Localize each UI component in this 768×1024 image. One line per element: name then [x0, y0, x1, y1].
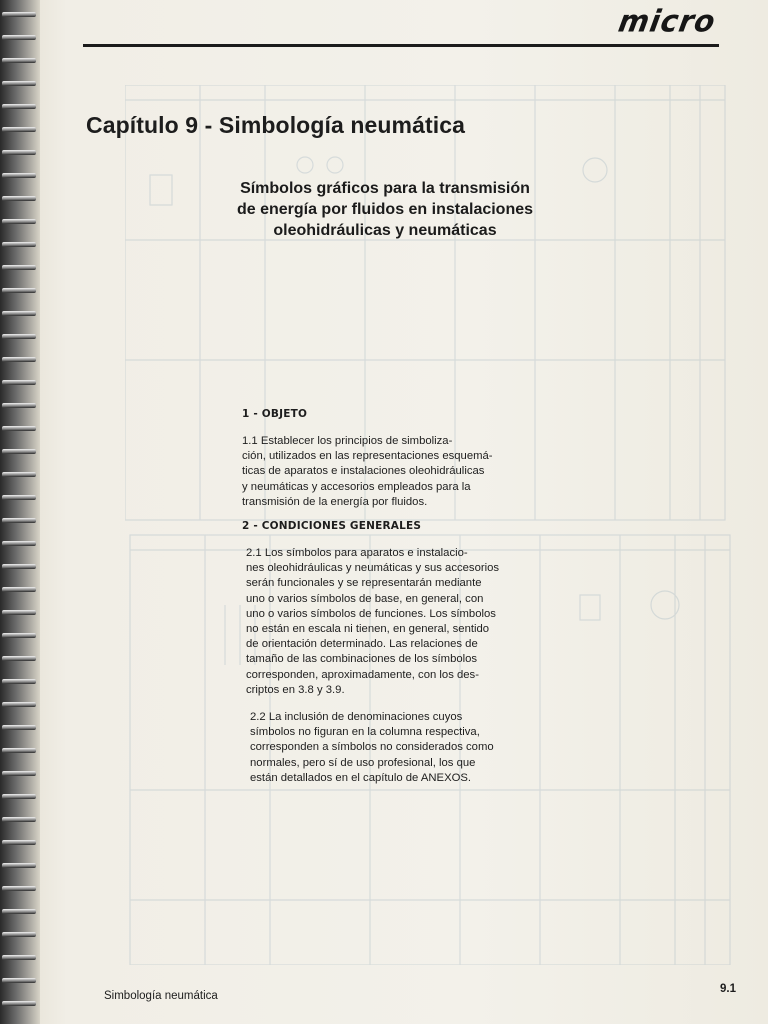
binding-ring: [2, 610, 36, 615]
binding-ring: [2, 12, 36, 17]
binding-ring: [2, 288, 36, 293]
paragraph-line: están detallados en el capítulo de ANEXOS.: [250, 771, 472, 784]
paragraph-line: no están en escala ni tienen, en general, sentido: [246, 623, 490, 636]
binding-ring: [2, 932, 36, 937]
binding-ring: [2, 748, 36, 753]
paragraph-line: ticas de aparatos e instalaciones oleohidráulicas: [242, 465, 485, 478]
section-heading-condiciones: 2 - CONDICIONES GENERALES: [242, 520, 422, 532]
binding-ring: [2, 771, 36, 776]
paragraph-line: corresponden a símbolos no considerados como: [250, 741, 494, 754]
binding-ring: [2, 564, 36, 569]
paragraph-line: 2.2 La inclusión de denominaciones cuyos: [250, 711, 463, 723]
binding-ring: [2, 380, 36, 385]
subtitle-line: Símbolos gráficos para la transmisión: [240, 180, 530, 197]
page-number: 9.1: [720, 983, 736, 995]
binding-ring: [2, 495, 36, 500]
binding-ring: [2, 311, 36, 316]
binding-ring: [2, 173, 36, 178]
document-subtitle: [170, 178, 600, 241]
binding-ring: [2, 403, 36, 408]
binding-ring: [2, 656, 36, 661]
binding-ring: [2, 518, 36, 523]
binding-ring: [2, 702, 36, 707]
paragraph-line: nes oleohidráulicas y neumáticas y sus accesorios: [246, 562, 500, 575]
binding-ring: [2, 725, 36, 730]
paragraph-line: de orientación determinado. Las relaciones de: [246, 638, 478, 651]
paragraph-line: símbolos no figuran en la columna respectiva,: [250, 726, 480, 739]
binding-ring: [2, 587, 36, 592]
binding-ring: [2, 58, 36, 63]
spiral-binding: [0, 0, 40, 1024]
binding-ring: [2, 1001, 36, 1006]
paragraph-line: ción, utilizados en las representaciones esquemá-: [242, 450, 493, 463]
header-rule: [83, 44, 719, 47]
paragraph-line: normales, pero sí de uso profesional, los que: [250, 756, 476, 769]
paragraph-line: y neumáticas y accesorios empleados para la: [242, 480, 471, 493]
binding-ring: [2, 35, 36, 40]
binding-ring: [2, 334, 36, 339]
paragraph-line: 1.1 Establecer los principios de simboliza-: [242, 435, 453, 447]
binding-ring: [2, 541, 36, 546]
binding-ring: [2, 840, 36, 845]
binding-ring: [2, 449, 36, 454]
binding-ring: [2, 909, 36, 914]
binding-ring: [2, 863, 36, 868]
paragraph-line: tamaño de las combinaciones de los símbolos: [246, 653, 478, 666]
binding-ring: [2, 955, 36, 960]
binding-ring: [2, 817, 36, 822]
binding-ring: [2, 196, 36, 201]
binding-ring: [2, 265, 36, 270]
footer-section-name: Simbología neumática: [104, 990, 218, 1002]
binding-ring: [2, 679, 36, 684]
binding-ring: [2, 472, 36, 477]
binding-ring: [2, 886, 36, 891]
paragraph-1-1: [242, 434, 540, 510]
subtitle-line: oleohidráulicas y neumáticas: [273, 222, 497, 239]
binding-ring: [2, 127, 36, 132]
paragraph-line: corresponden, aproximadamente, con los des-: [246, 668, 479, 681]
binding-ring: [2, 81, 36, 86]
paragraph-line: uno o varios símbolos de funciones. Los símbolos: [246, 607, 496, 620]
brand-logo: micro: [616, 3, 720, 39]
paragraph-2-2: [250, 710, 550, 786]
paragraph-line: serán funcionales y se representarán mediante: [246, 577, 482, 590]
binding-ring: [2, 426, 36, 431]
binding-ring: [2, 242, 36, 247]
binding-ring: [2, 633, 36, 638]
paragraph-line: 2.1 Los símbolos para aparatos e instalacio-: [246, 547, 468, 559]
binding-ring: [2, 150, 36, 155]
paragraph-line: uno o varios símbolos de base, en general, con: [246, 592, 484, 605]
binding-ring: [2, 219, 36, 224]
chapter-title: Capítulo 9 - Simbología neumática: [86, 112, 466, 138]
binding-ring: [2, 357, 36, 362]
paragraph-2-1: [246, 546, 546, 698]
binding-ring: [2, 794, 36, 799]
section-heading-objeto: 1 - OBJETO: [242, 408, 308, 420]
binding-ring: [2, 978, 36, 983]
subtitle-line: de energía por fluidos en instalaciones: [236, 201, 534, 218]
paragraph-line: criptos en 3.8 y 3.9.: [246, 683, 345, 696]
binding-ring: [2, 104, 36, 109]
paragraph-line: transmisión de la energía por fluidos.: [242, 495, 428, 508]
